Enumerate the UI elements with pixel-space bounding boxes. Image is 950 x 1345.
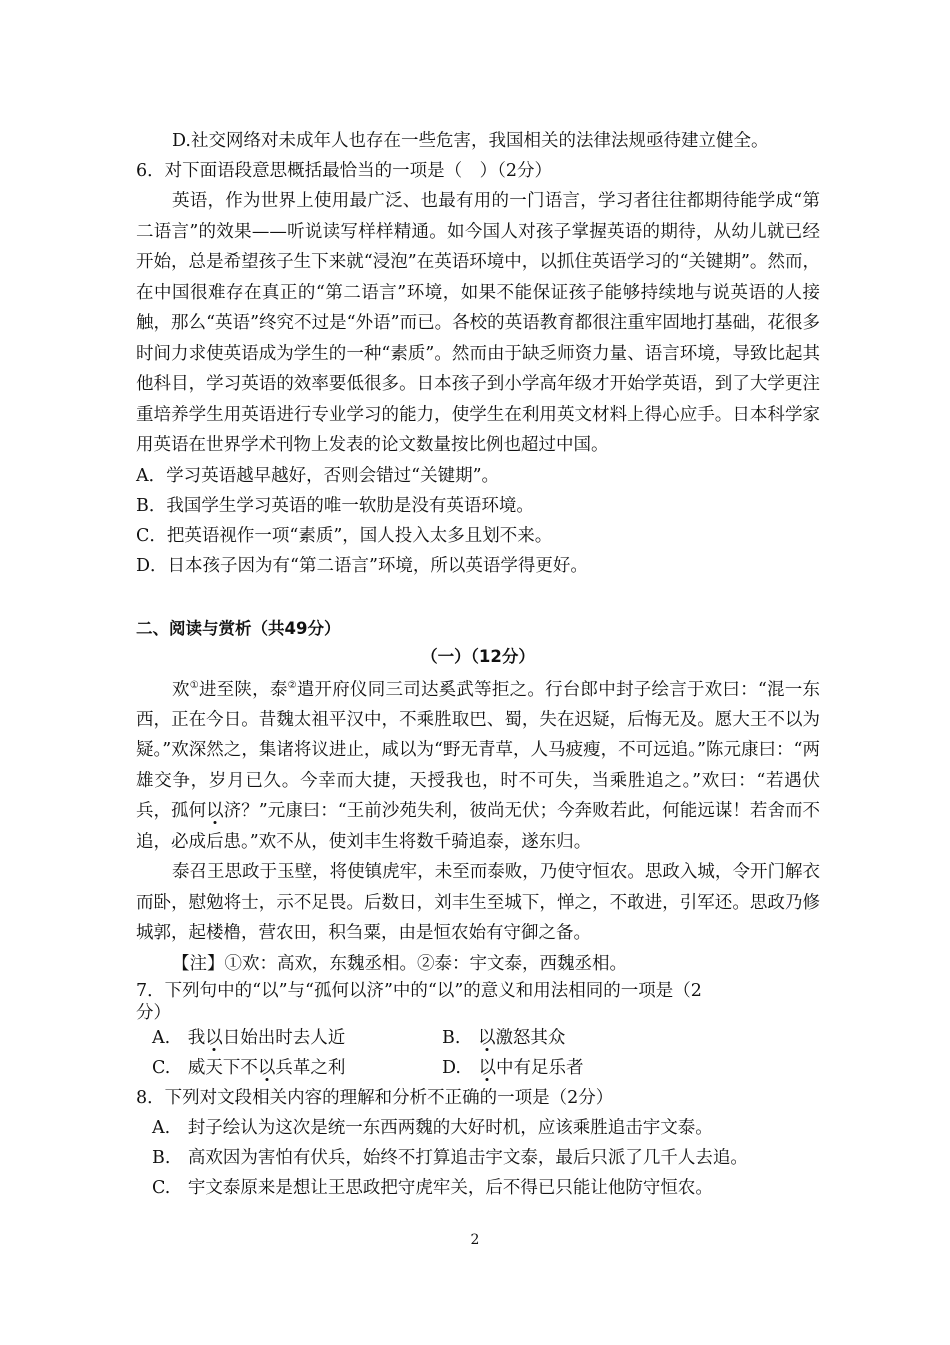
question-8-option-a: A. 封子绘认为这次是统一东西两魏的大好时机，应该乘胜追击宇文泰。 <box>152 1117 713 1138</box>
passage-text: 遣开府仪同三司达奚武等拒之。行台郎中封子绘言于欢曰：“混一东西，正在今日。昔魏太祖平汉中，不乘胜取巴、蜀，失在迟疑，后悔无及。愿大王不以为疑。”欢深然之，集诸将议进止，咸以为“野无青草，人马疲瘦，不可远追。”陈元康曰：“两雄交争，岁月已久。今幸而大捷，天授我也，时不可失，当乘胜追之。”欢曰：“若遇伏兵，孤何 <box>136 679 821 822</box>
question-7-stem: 7．下列句中的“以”与“孤何以济”中的“以”的意义和用法相同的一项是（2 <box>136 980 702 1001</box>
passage-text: 欢 <box>172 679 190 700</box>
section-heading: 二、阅读与赏析（共49分） <box>136 618 341 638</box>
previous-question-option-d: D.社交网络对未成年人也存在一些危害，我国相关的法律法规亟待建立健全。 <box>172 131 769 151</box>
question-6-option-a: A．学习英语越早越好，否则会错过“关键期”。 <box>136 465 500 486</box>
question-7-option-d: D. 以中有足乐者 <box>442 1057 584 1078</box>
question-7-option-c: C. 威天下不以兵革之利 <box>152 1057 346 1078</box>
emphasized-character: 以 <box>206 801 224 822</box>
question-6-stem: 6．对下面语段意思概括最恰当的一项是（ ）（2分） <box>136 161 553 181</box>
exam-page <box>136 126 820 1203</box>
question-8-option-b: B. 高欢因为害怕有伏兵，始终不打算追击宇文泰，最后只派了几千人去追。 <box>152 1147 748 1168</box>
question-8-stem: 8．下列对文段相关内容的理解和分析不正确的一项是（2分） <box>136 1087 614 1108</box>
annotation-note: 【注】①欢：高欢，东魏丞相。②泰：宇文泰，西魏丞相。 <box>172 953 627 974</box>
question-7-options-row-1 <box>136 1023 820 1053</box>
question-6-option-d: D．日本孩子因为有“第二语言”环境，所以英语学得更好。 <box>136 555 588 576</box>
question-7-options-row-2 <box>136 1053 820 1083</box>
question-8-option-c: C. 宇文泰原来是想让王思政把守虎牢关，后不得已只能让他防守恒农。 <box>152 1177 713 1198</box>
passage-text: 济？”元康曰：“王前沙苑失利，彼尚无伏；今奔败若此，何能远谋！若舍而不追，必成后患。”欢不从，使刘丰生将数千骑追泰，遂东归。 <box>136 801 821 852</box>
question-6-option-c: C．把英语视作一项“素质”，国人投入太多且划不来。 <box>136 525 553 546</box>
passage-text: 进至陕，泰 <box>198 679 288 700</box>
question-7-option-a: A. 我以日始出时去人近 <box>152 1027 346 1048</box>
footnote-marker: ② <box>287 679 297 691</box>
sub-section-heading: （一）（12分） <box>421 646 535 666</box>
footnote-marker: ① <box>189 679 199 691</box>
page-number: 2 <box>470 1232 480 1248</box>
classical-passage-paragraph-2: 泰召王思政于玉壁，将使镇虎牢，未至而泰败，乃使守恒农。思政入城，令开门解衣而卧，慰勉将士，示不足畏。后数日，刘丰生至城下，惮之，不敢进，引军还。思政乃修城郭，起楼橹，营农田，积刍粟，由是恒农始有守御之备。 <box>136 862 820 944</box>
question-7-option-b: B. 以激怒其众 <box>442 1027 566 1048</box>
question-6-option-b: B．我国学生学习英语的唯一软肋是没有英语环境。 <box>136 495 534 516</box>
question-7-stem-cont: 分） <box>136 1002 171 1023</box>
classical-passage-paragraph-1 <box>136 671 820 858</box>
question-6-passage: 英语，作为世界上使用最广泛、也最有用的一门语言，学习者往往都期待能学成“第二语言”的效果——听说读写样样精通。如今国人对孩子掌握英语的期待，从幼儿就已经开始，总是希望孩子生下来就“浸泡”在英语环境中，以抓住英语学习的“关键期”。然而，在中国很难存在真正的“第二语言”环境，如果不能保证孩子能够持续地与说英语的人接触，那么“英语”终究不过是“外语”而已。各校的英语教育都很注重牢固地打基础，花很多时间力求使英语成为学生的一种“素质”。然而由于缺乏师资力量、语言环境，导致比起其他科目，学习英语的效率要低很多。日本孩子到小学高年级才开始学英语，到了大学更注重培养学生用英语进行专业学习的能力，使学生在利用英文材料上得心应手。日本科学家用英语在世界学术刊物上发表的论文数量按比例也超过中国。 <box>136 191 820 455</box>
